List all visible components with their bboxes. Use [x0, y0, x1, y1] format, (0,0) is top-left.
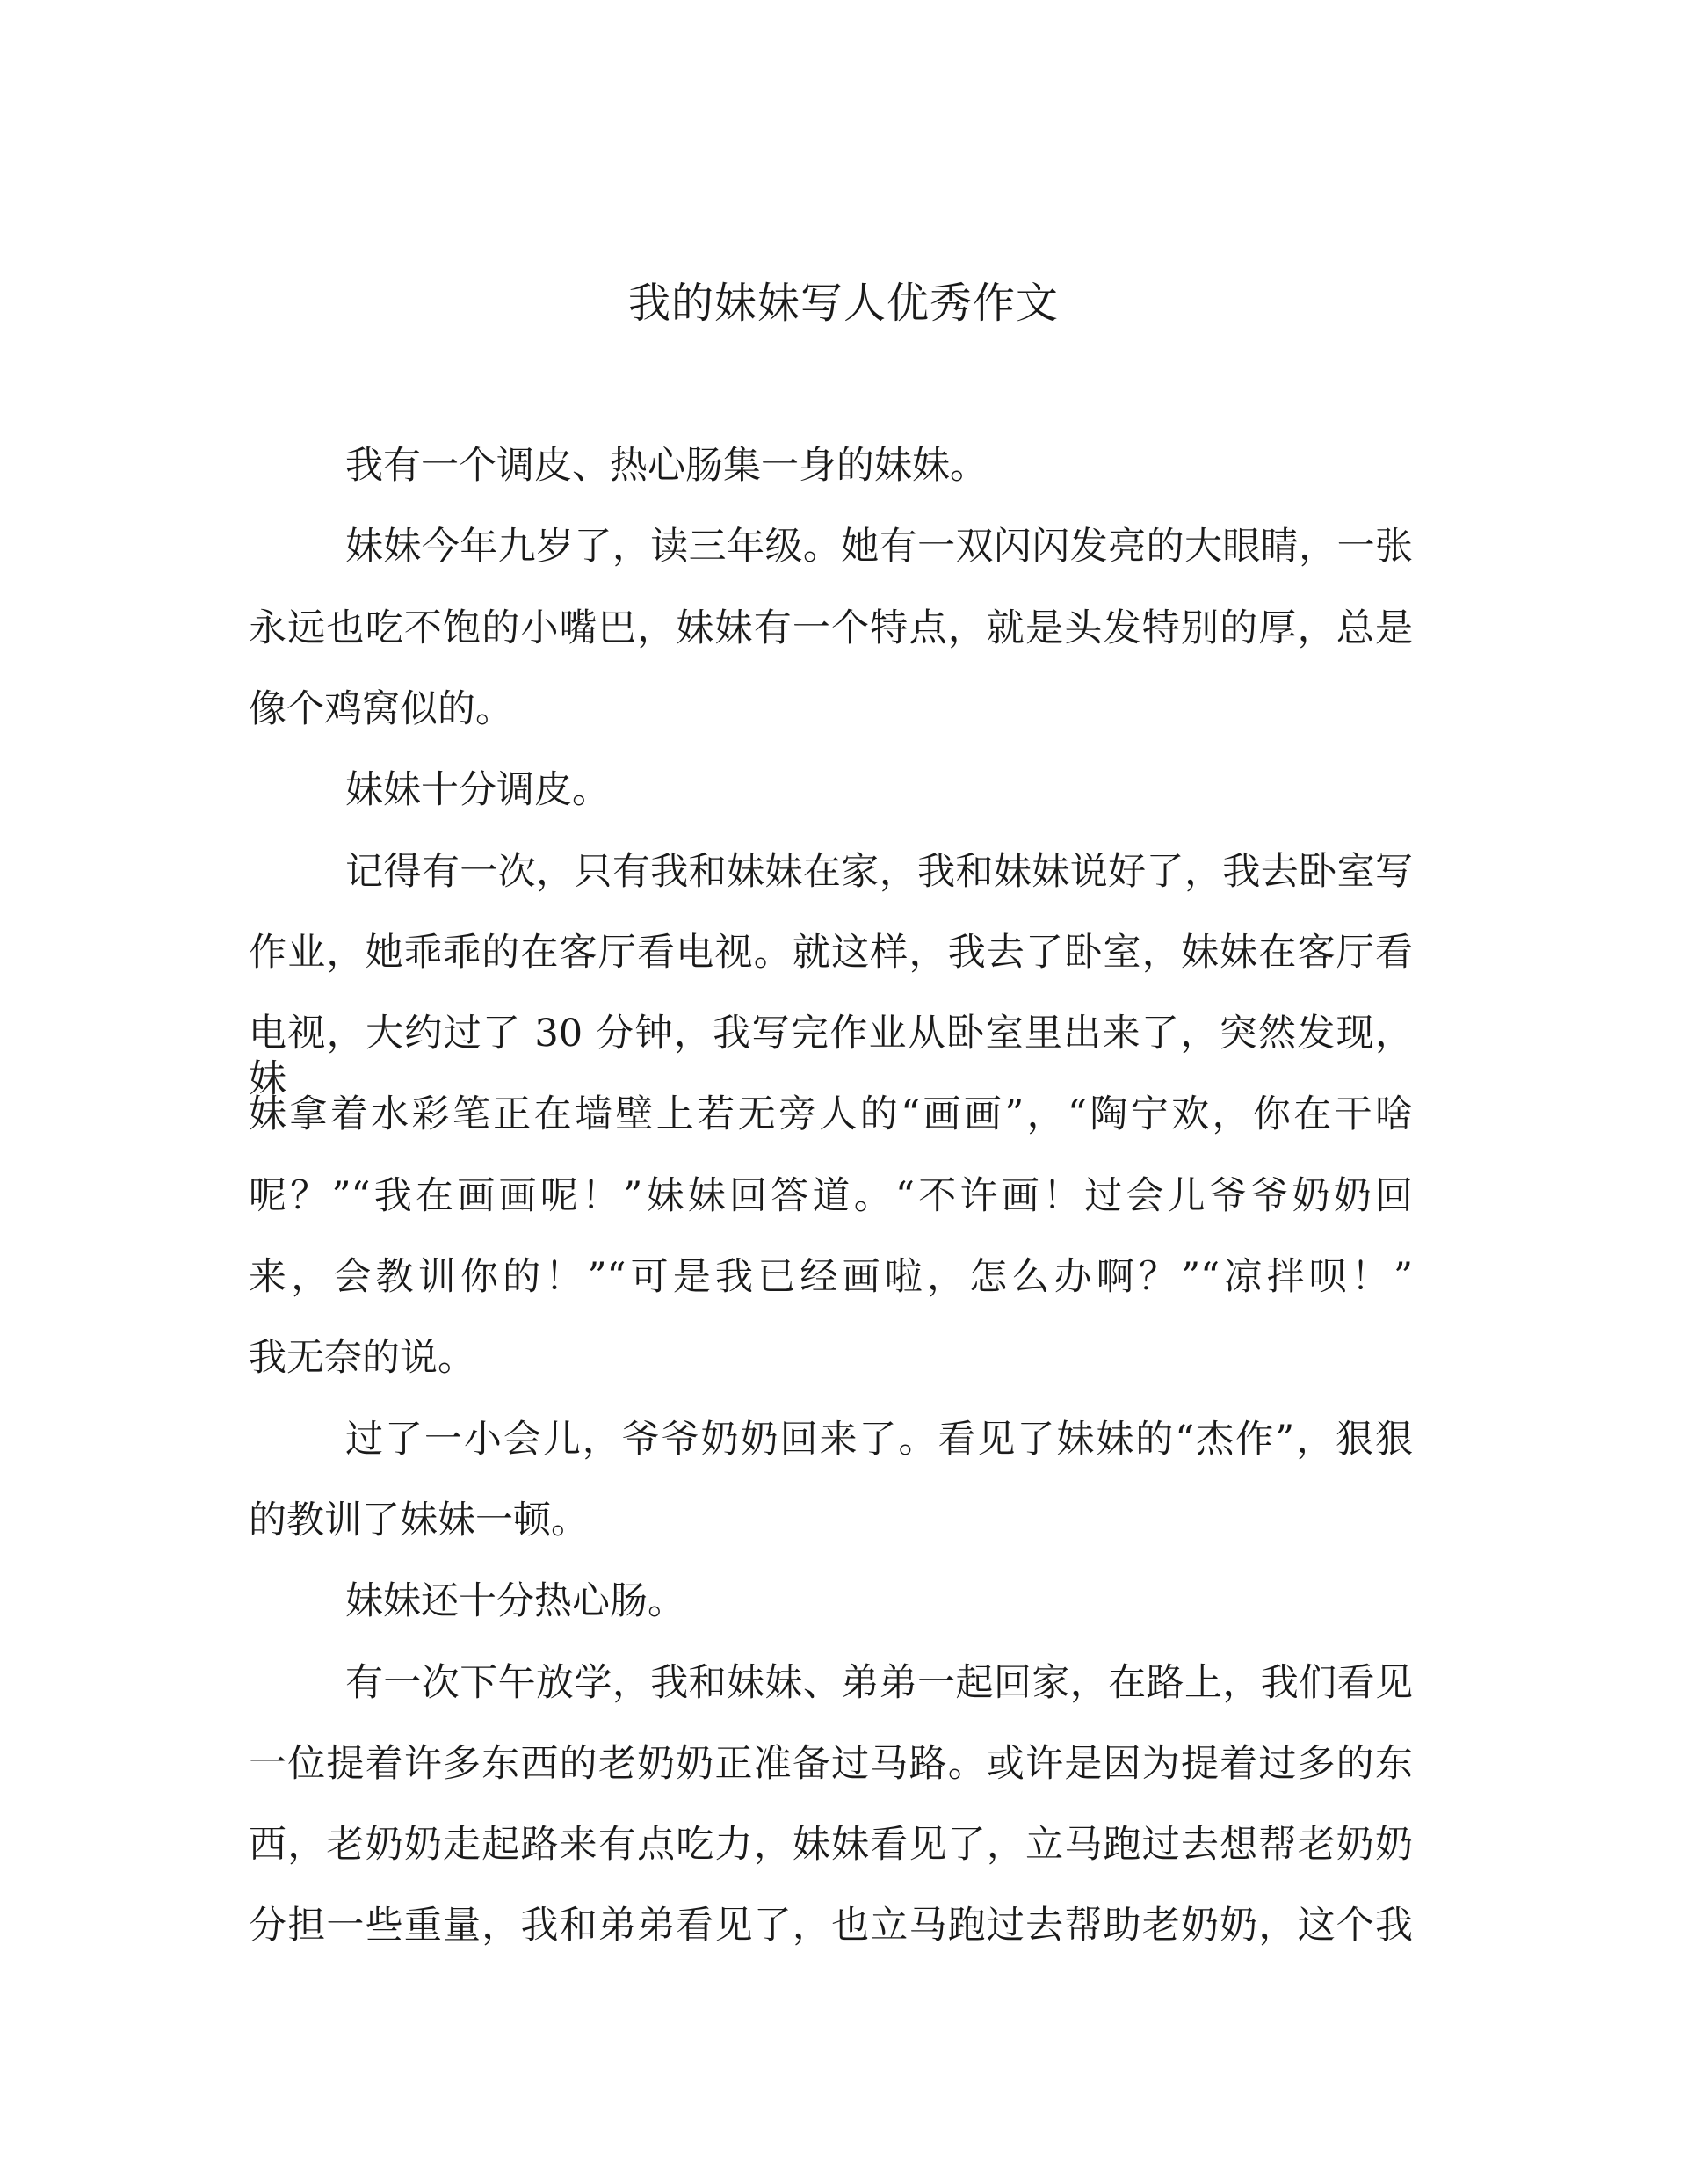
- text-line: 我有一个调皮、热心肠集一身的妹妹。: [345, 444, 988, 488]
- text-line: 过了一小会儿，爷爷奶奶回来了。看见了妹妹的“杰作”，狠狠: [345, 1417, 1413, 1462]
- text-line: 电视，大约过了 30 分钟，我写完作业从卧室里出来了，突然发现，妹: [249, 1012, 1413, 1102]
- text-line: 像个鸡窝似的。: [249, 686, 513, 731]
- text-line: 妹妹还十分热心肠。: [345, 1579, 685, 1624]
- text-line: 作业，她乖乖的在客厅看电视。就这样，我去了卧室，妹妹在客厅看: [249, 930, 1413, 975]
- text-line: 的教训了妹妹一顿。: [249, 1498, 589, 1542]
- text-line: 分担一些重量，我和弟弟看见了，也立马跑过去帮助老奶奶，这个我: [249, 1904, 1413, 1948]
- document-title: 我的妹妹写人优秀作文: [627, 279, 1059, 328]
- text-line: 来，会教训你的！”“可是我已经画啦，怎么办啊？”“凉拌呗！”: [249, 1255, 1413, 1299]
- text-line: 妹妹今年九岁了，读三年级。她有一双闪闪发亮的大眼睛，一张: [345, 525, 1413, 570]
- text-line: 呢？”“我在画画呢！”妹妹回答道。“不许画！过会儿爷爷奶奶回: [249, 1173, 1413, 1218]
- text-line: 妹妹十分调皮。: [345, 768, 610, 813]
- text-line: 西，老奶奶走起路来有点吃力，妹妹看见了，立马跑过去想帮老奶奶: [249, 1823, 1413, 1868]
- text-line: 记得有一次，只有我和妹妹在家，我和妹妹说好了，我去卧室写: [345, 849, 1413, 894]
- text-line: 一位提着许多东西的老奶奶正准备过马路。或许是因为提着过多的东: [249, 1741, 1413, 1786]
- text-line: 永远也吃不饱的小嘴巴，妹妹有一个特点，就是头发特别的厚，总是: [249, 606, 1413, 650]
- text-line: 妹拿着水彩笔正在墙壁上若无旁人的“画画”，“陶宁欢，你在干啥: [249, 1092, 1413, 1137]
- text-line: 我无奈的说。: [249, 1336, 475, 1381]
- text-line: 有一次下午放学，我和妹妹、弟弟一起回家，在路上，我们看见: [345, 1660, 1413, 1705]
